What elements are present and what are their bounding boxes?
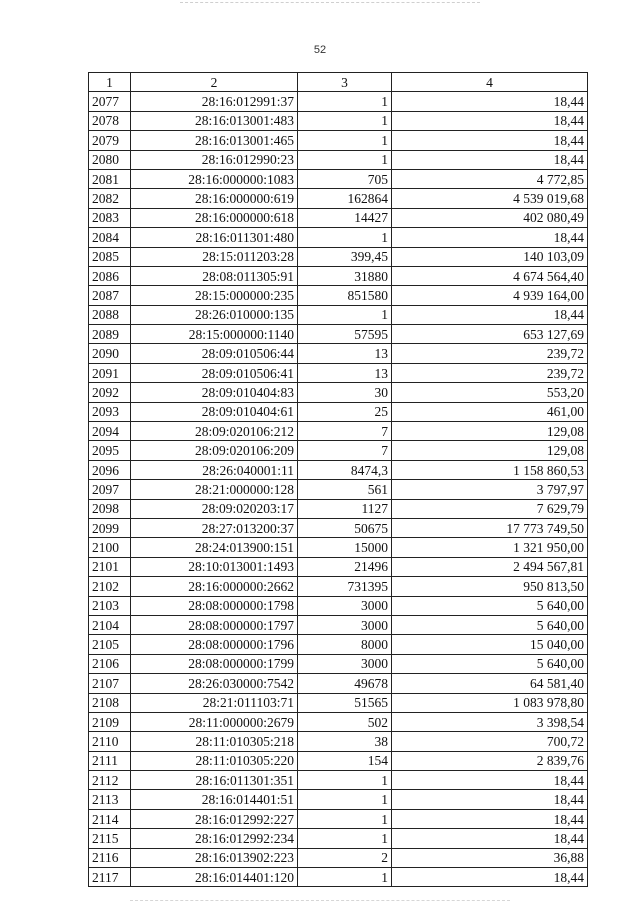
table-row — [89, 654, 588, 673]
amount-value: 18,44 — [392, 790, 588, 809]
area-value: 21496 — [298, 557, 392, 576]
amount-value: 18,44 — [392, 868, 588, 887]
area-value: 705 — [298, 169, 392, 188]
cadastral-number: 28:16:000000:1083 — [131, 169, 298, 188]
row-number: 2099 — [89, 518, 131, 537]
amount-value: 4 674 564,40 — [392, 266, 588, 285]
row-number: 2101 — [89, 557, 131, 576]
area-value: 561 — [298, 480, 392, 499]
cadastral-number: 28:15:000000:235 — [131, 286, 298, 305]
amount-value: 950 813,50 — [392, 577, 588, 596]
amount-value: 5 640,00 — [392, 615, 588, 634]
table-row — [89, 150, 588, 169]
amount-value: 18,44 — [392, 131, 588, 150]
cadastral-number: 28:09:020106:212 — [131, 422, 298, 441]
table-row — [89, 499, 588, 518]
amount-value: 653 127,69 — [392, 325, 588, 344]
area-value: 57595 — [298, 325, 392, 344]
area-value: 1 — [298, 829, 392, 848]
table-row — [89, 848, 588, 867]
amount-value: 18,44 — [392, 829, 588, 848]
row-number: 2112 — [89, 771, 131, 790]
table-row — [89, 751, 588, 770]
amount-value: 5 640,00 — [392, 596, 588, 615]
row-number: 2106 — [89, 654, 131, 673]
area-value: 7 — [298, 422, 392, 441]
cadastral-number: 28:16:012990:23 — [131, 150, 298, 169]
cadastral-number: 28:26:010000:135 — [131, 305, 298, 324]
table-row — [89, 538, 588, 557]
amount-value: 3 398,54 — [392, 712, 588, 731]
area-value: 50675 — [298, 518, 392, 537]
row-number: 2103 — [89, 596, 131, 615]
amount-value: 129,08 — [392, 441, 588, 460]
cadastral-number: 28:08:000000:1796 — [131, 635, 298, 654]
cadastral-number: 28:09:010506:41 — [131, 363, 298, 382]
row-number: 2087 — [89, 286, 131, 305]
table-row — [89, 363, 588, 382]
area-value: 14427 — [298, 208, 392, 227]
amount-value: 18,44 — [392, 111, 588, 130]
area-value: 1 — [298, 809, 392, 828]
cadastral-number: 28:16:013001:465 — [131, 131, 298, 150]
area-value: 3000 — [298, 615, 392, 634]
column-header-3: 3 — [298, 73, 392, 92]
amount-value: 4 539 019,68 — [392, 189, 588, 208]
cadastral-number: 28:16:000000:2662 — [131, 577, 298, 596]
table-header-row — [89, 73, 588, 92]
row-number: 2109 — [89, 712, 131, 731]
row-number: 2115 — [89, 829, 131, 848]
area-value: 731395 — [298, 577, 392, 596]
amount-value: 4 939 164,00 — [392, 286, 588, 305]
cadastral-number: 28:26:030000:7542 — [131, 674, 298, 693]
area-value: 1 — [298, 771, 392, 790]
row-number: 2077 — [89, 92, 131, 111]
table-row — [89, 422, 588, 441]
area-value: 1 — [298, 92, 392, 111]
table-row — [89, 189, 588, 208]
cadastral-number: 28:16:000000:619 — [131, 189, 298, 208]
table-row — [89, 169, 588, 188]
cadastral-number: 28:26:040001:11 — [131, 460, 298, 479]
cadastral-number: 28:08:000000:1798 — [131, 596, 298, 615]
cadastral-number: 28:16:013902:223 — [131, 848, 298, 867]
row-number: 2102 — [89, 577, 131, 596]
table-row — [89, 596, 588, 615]
area-value: 2 — [298, 848, 392, 867]
cadastral-number: 28:08:000000:1797 — [131, 615, 298, 634]
area-value: 1 — [298, 228, 392, 247]
amount-value: 17 773 749,50 — [392, 518, 588, 537]
area-value: 1 — [298, 305, 392, 324]
row-number: 2105 — [89, 635, 131, 654]
row-number: 2084 — [89, 228, 131, 247]
row-number: 2085 — [89, 247, 131, 266]
cadastral-number: 28:16:014401:120 — [131, 868, 298, 887]
bottom-scan-line — [130, 900, 510, 901]
row-number: 2092 — [89, 383, 131, 402]
amount-value: 64 581,40 — [392, 674, 588, 693]
area-value: 1 — [298, 790, 392, 809]
amount-value: 18,44 — [392, 150, 588, 169]
cadastral-number: 28:16:011301:351 — [131, 771, 298, 790]
table-row — [89, 712, 588, 731]
row-number: 2079 — [89, 131, 131, 150]
area-value: 1 — [298, 111, 392, 130]
amount-value: 7 629,79 — [392, 499, 588, 518]
row-number: 2086 — [89, 266, 131, 285]
cadastral-number: 28:16:012992:234 — [131, 829, 298, 848]
cadastral-number: 28:16:014401:51 — [131, 790, 298, 809]
row-number: 2090 — [89, 344, 131, 363]
cadastral-number: 28:09:010404:61 — [131, 402, 298, 421]
amount-value: 700,72 — [392, 732, 588, 751]
table-row — [89, 383, 588, 402]
page-number: 52 — [313, 44, 327, 56]
table-row — [89, 402, 588, 421]
table-row — [89, 809, 588, 828]
table-row — [89, 111, 588, 130]
area-value: 51565 — [298, 693, 392, 712]
amount-value: 239,72 — [392, 344, 588, 363]
row-number: 2110 — [89, 732, 131, 751]
cadastral-number: 28:08:011305:91 — [131, 266, 298, 285]
amount-value: 1 321 950,00 — [392, 538, 588, 557]
column-header-1: 1 — [89, 73, 131, 92]
cadastral-number: 28:11:010305:220 — [131, 751, 298, 770]
table-row — [89, 131, 588, 150]
cadastral-number: 28:10:013001:1493 — [131, 557, 298, 576]
amount-value: 402 080,49 — [392, 208, 588, 227]
area-value: 7 — [298, 441, 392, 460]
area-value: 1 — [298, 868, 392, 887]
cadastral-number: 28:15:011203:28 — [131, 247, 298, 266]
row-number: 2082 — [89, 189, 131, 208]
area-value: 30 — [298, 383, 392, 402]
column-header-2: 2 — [131, 73, 298, 92]
area-value: 49678 — [298, 674, 392, 693]
row-number: 2088 — [89, 305, 131, 324]
cadastral-number: 28:15:000000:1140 — [131, 325, 298, 344]
area-value: 162864 — [298, 189, 392, 208]
amount-value: 4 772,85 — [392, 169, 588, 188]
cadastral-number: 28:11:010305:218 — [131, 732, 298, 751]
amount-value: 239,72 — [392, 363, 588, 382]
area-value: 13 — [298, 363, 392, 382]
cadastral-number: 28:09:010506:44 — [131, 344, 298, 363]
table-row — [89, 247, 588, 266]
amount-value: 461,00 — [392, 402, 588, 421]
amount-value: 18,44 — [392, 228, 588, 247]
row-number: 2078 — [89, 111, 131, 130]
cadastral-number: 28:09:020106:209 — [131, 441, 298, 460]
cadastral-number: 28:09:010404:83 — [131, 383, 298, 402]
table-row — [89, 460, 588, 479]
row-number: 2100 — [89, 538, 131, 557]
row-number: 2113 — [89, 790, 131, 809]
table-row — [89, 771, 588, 790]
area-value: 3000 — [298, 654, 392, 673]
cadastral-number: 28:11:000000:2679 — [131, 712, 298, 731]
table-row — [89, 208, 588, 227]
row-number: 2081 — [89, 169, 131, 188]
table-row — [89, 92, 588, 111]
row-number: 2093 — [89, 402, 131, 421]
table-row — [89, 286, 588, 305]
cadastral-number: 28:16:012991:37 — [131, 92, 298, 111]
row-number: 2117 — [89, 868, 131, 887]
cadastral-number: 28:09:020203:17 — [131, 499, 298, 518]
area-value: 38 — [298, 732, 392, 751]
table-body — [89, 92, 588, 887]
top-scan-line — [180, 2, 480, 3]
cadastral-number: 28:27:013200:37 — [131, 518, 298, 537]
column-header-4: 4 — [392, 73, 588, 92]
row-number: 2114 — [89, 809, 131, 828]
amount-value: 5 640,00 — [392, 654, 588, 673]
table-row — [89, 829, 588, 848]
area-value: 15000 — [298, 538, 392, 557]
area-value: 1 — [298, 150, 392, 169]
amount-value: 1 083 978,80 — [392, 693, 588, 712]
row-number: 2096 — [89, 460, 131, 479]
area-value: 399,45 — [298, 247, 392, 266]
amount-value: 2 494 567,81 — [392, 557, 588, 576]
row-number: 2094 — [89, 422, 131, 441]
area-value: 8000 — [298, 635, 392, 654]
area-value: 851580 — [298, 286, 392, 305]
row-number: 2095 — [89, 441, 131, 460]
area-value: 31880 — [298, 266, 392, 285]
table-row — [89, 228, 588, 247]
area-value: 502 — [298, 712, 392, 731]
row-number: 2108 — [89, 693, 131, 712]
area-value: 154 — [298, 751, 392, 770]
amount-value: 18,44 — [392, 771, 588, 790]
table-row — [89, 577, 588, 596]
amount-value: 2 839,76 — [392, 751, 588, 770]
row-number: 2091 — [89, 363, 131, 382]
cadastral-number: 28:16:012992:227 — [131, 809, 298, 828]
table-row — [89, 615, 588, 634]
table-row — [89, 557, 588, 576]
amount-value: 553,20 — [392, 383, 588, 402]
data-table — [88, 72, 588, 887]
table-row — [89, 674, 588, 693]
amount-value: 129,08 — [392, 422, 588, 441]
table-row — [89, 441, 588, 460]
row-number: 2097 — [89, 480, 131, 499]
amount-value: 1 158 860,53 — [392, 460, 588, 479]
amount-value: 15 040,00 — [392, 635, 588, 654]
area-value: 8474,3 — [298, 460, 392, 479]
table-row — [89, 790, 588, 809]
area-value: 13 — [298, 344, 392, 363]
table-row — [89, 868, 588, 887]
cadastral-number: 28:21:000000:128 — [131, 480, 298, 499]
table-row — [89, 325, 588, 344]
table-row — [89, 518, 588, 537]
area-value: 25 — [298, 402, 392, 421]
table-row — [89, 305, 588, 324]
table-row — [89, 266, 588, 285]
area-value: 3000 — [298, 596, 392, 615]
amount-value: 3 797,97 — [392, 480, 588, 499]
table-row — [89, 693, 588, 712]
cadastral-number: 28:16:000000:618 — [131, 208, 298, 227]
row-number: 2083 — [89, 208, 131, 227]
table-row — [89, 732, 588, 751]
amount-value: 36,88 — [392, 848, 588, 867]
cadastral-number: 28:24:013900:151 — [131, 538, 298, 557]
table-row — [89, 344, 588, 363]
cadastral-number: 28:08:000000:1799 — [131, 654, 298, 673]
row-number: 2116 — [89, 848, 131, 867]
amount-value: 18,44 — [392, 92, 588, 111]
cadastral-number: 28:16:011301:480 — [131, 228, 298, 247]
row-number: 2080 — [89, 150, 131, 169]
table-row — [89, 635, 588, 654]
area-value: 1127 — [298, 499, 392, 518]
amount-value: 18,44 — [392, 809, 588, 828]
area-value: 1 — [298, 131, 392, 150]
table-row — [89, 480, 588, 499]
amount-value: 140 103,09 — [392, 247, 588, 266]
row-number: 2111 — [89, 751, 131, 770]
row-number: 2089 — [89, 325, 131, 344]
row-number: 2107 — [89, 674, 131, 693]
cadastral-number: 28:21:011103:71 — [131, 693, 298, 712]
row-number: 2104 — [89, 615, 131, 634]
row-number: 2098 — [89, 499, 131, 518]
amount-value: 18,44 — [392, 305, 588, 324]
cadastral-number: 28:16:013001:483 — [131, 111, 298, 130]
